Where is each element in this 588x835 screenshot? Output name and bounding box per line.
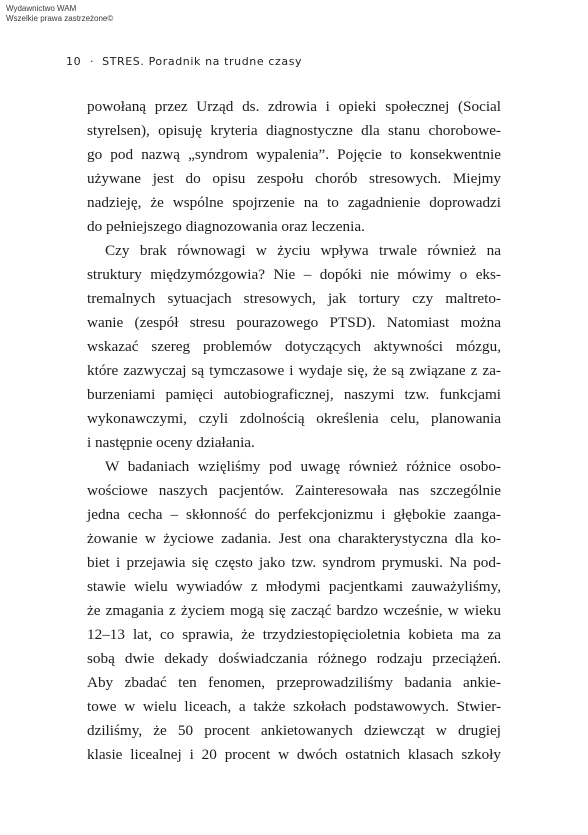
text-line: towe w wielu liceach, a także szkołach podstawowych. Stwier-	[87, 698, 501, 715]
text-line: wanie (zespół stresu pourazowego PTSD). Natomiast można	[87, 314, 501, 331]
text-line: powołaną przez Urząd ds. zdrowia i opieki społecznej (Social	[87, 98, 501, 115]
paragraph-first-line: Czy brak równowagi w życiu wpływa trwale również na	[105, 242, 501, 259]
text-line: struktury międzymózgowia? Nie – dopóki nie mówimy o eks-	[87, 266, 501, 283]
text-line: używane jest do opisu zespołu chorób stresowych. Miejmy	[87, 170, 501, 187]
publisher-rights: Wszelkie prawa zastrzeżone©	[6, 14, 114, 23]
text-line: tremalnych sytuacjach stresowych, jak tortury czy maltreto-	[87, 290, 501, 307]
text-line: wościowe naszych pacjentów. Zainteresowała nas szczególnie	[87, 482, 501, 499]
text-line: że zmagania z życiem mogą się zacząć bardzo wcześnie, w wieku	[87, 602, 501, 619]
text-line: biet i przejawia się często jako tzw. syndrom prymuski. Na pod-	[87, 554, 501, 571]
text-line: Aby zbadać ten fenomen, przeprowadziliśmy badania ankie-	[87, 674, 501, 691]
text-line: do pełniejszego diagnozowania oraz leczenia.	[87, 218, 365, 235]
body-text	[87, 95, 501, 767]
text-line: i następnie oceny działania.	[87, 434, 255, 451]
text-line: styrelsen), opisuję kryteria diagnostyczne dla stanu chorobowe-	[87, 122, 501, 139]
text-line: wykonawczymi, czyli zdolnością określenia celu, planowania	[87, 410, 501, 427]
text-line: sobą dwie dekady doświadczania różnego rodzaju przeciążeń.	[87, 650, 501, 667]
page-number: 10	[66, 55, 82, 68]
text-line: stawie wielu wywiadów z młodymi pacjentkami zauważyliśmy,	[87, 578, 501, 595]
text-line: które zazwyczaj są tymczasowe i wydaje się, że są związane z za-	[87, 362, 501, 379]
publisher-name: Wydawnictwo WAM	[6, 4, 77, 13]
text-line: 12–13 lat, co sprawia, że trzydziestopięcioletnia kobieta ma za	[87, 626, 501, 643]
text-line: go pod nazwą „syndrom wypalenia”. Pojęcie to konsekwentnie	[87, 146, 501, 163]
paragraph-first-line: W badaniach wzięliśmy pod uwagę również różnice osobo-	[105, 458, 501, 475]
text-line: jedna cecha – skłonność do perfekcjonizmu i głębokie zaanga-	[87, 506, 501, 523]
text-line: klasie licealnej i 20 procent w dwóch ostatnich klasach szkoły	[87, 746, 501, 763]
running-head	[66, 55, 302, 68]
publisher-note	[6, 4, 113, 24]
text-line: żowanie w życiowe zadania. Jest ona charakterystyczna dla ko-	[87, 530, 501, 547]
text-line: burzeniami pamięci autobiograficznej, naszymi tzw. funkcjami	[87, 386, 501, 403]
text-line: dziliśmy, że 50 procent ankietowanych dziewcząt w drugiej	[87, 722, 501, 739]
text-line: nadzieję, że wspólne spojrzenie na to zagadnienie doprowadzi	[87, 194, 501, 211]
text-line: wskazać szereg problemów dotyczących aktywności mózgu,	[87, 338, 501, 355]
book-title: STRES. Poradnik na trudne czasy	[102, 55, 303, 68]
running-head-separator: ·	[90, 55, 95, 68]
